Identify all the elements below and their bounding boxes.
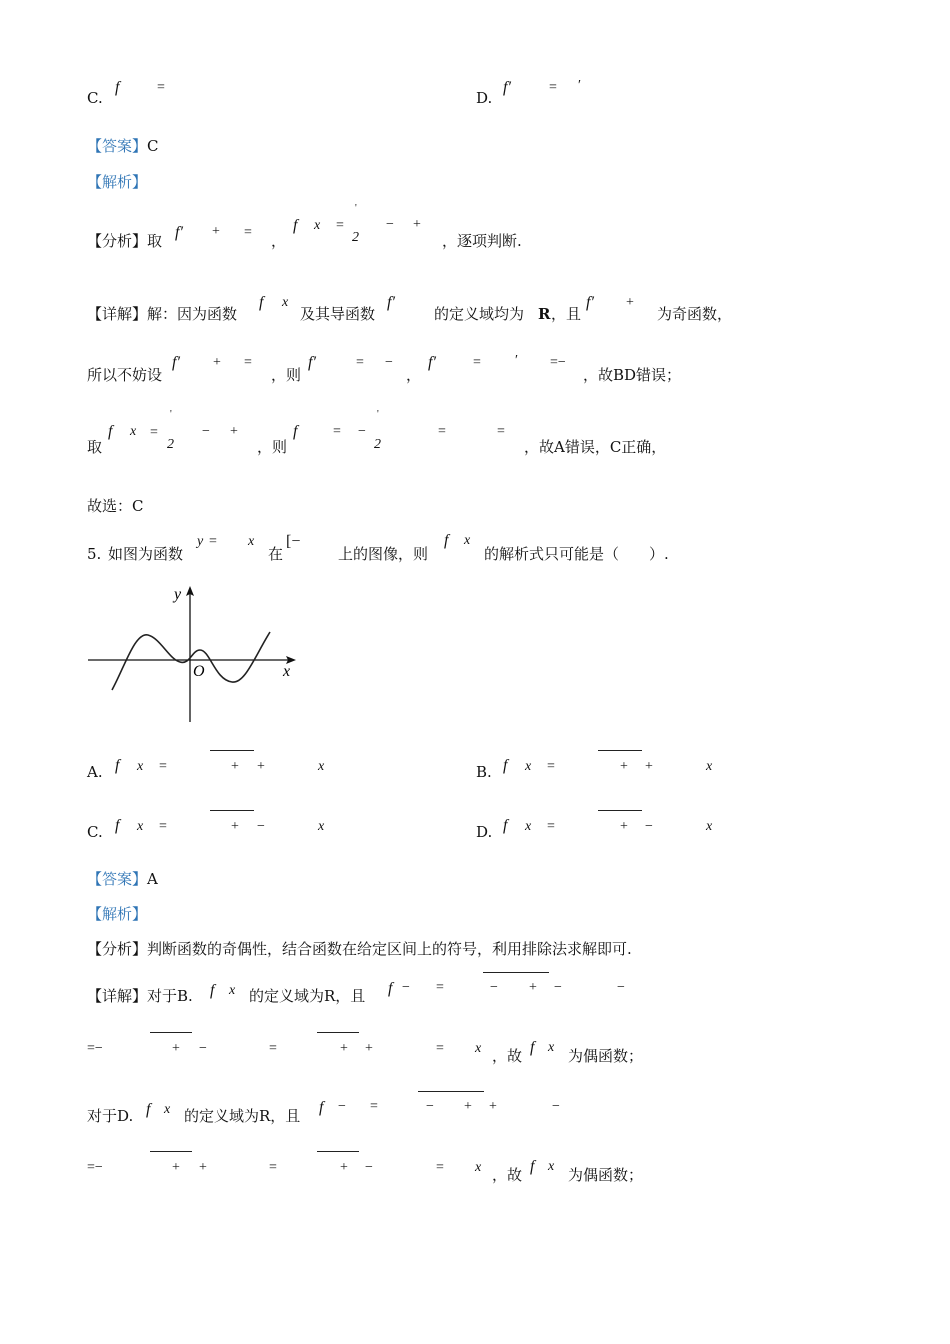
- b2-m10: x: [548, 1040, 555, 1055]
- answer-tag: 【答案】: [87, 870, 148, 888]
- b1-text-a: 对于B.: [147, 987, 193, 1005]
- prev-option-c-label: C.: [87, 89, 103, 107]
- q5-stem-m5: f: [444, 532, 449, 549]
- q5-option-b-sqrt-bar: [598, 750, 642, 751]
- d2-text-a: ，故: [492, 1166, 523, 1184]
- d1-sqrt-bar: [418, 1091, 484, 1092]
- xj3-m9: −: [358, 424, 366, 439]
- d2-m9: f: [530, 1158, 535, 1175]
- xj3-text-a: 取: [87, 438, 103, 456]
- q5-option-d-sqrt-bar: [598, 810, 642, 811]
- xj1-text-d: ，且: [551, 305, 582, 323]
- q4-xiangjie-line1: [87, 304, 237, 324]
- xj3-m12: =: [497, 424, 505, 439]
- q4-answer-line: [87, 136, 159, 156]
- xj2-m2: +: [213, 355, 221, 370]
- q5-option-c-label: C.: [87, 823, 103, 841]
- q5-option-d-f: f: [503, 817, 508, 834]
- d2-m10: x: [548, 1159, 555, 1174]
- xj2-text-c: ，: [406, 366, 422, 384]
- d2-sqrt-bar-1: [150, 1151, 192, 1152]
- xj1-m1: f: [259, 294, 264, 311]
- b1-sqrt-bar: [483, 972, 549, 973]
- q5-option-b-sign2: +: [645, 759, 653, 774]
- xj2-m4: f′: [308, 354, 316, 371]
- b2-m1: =−: [87, 1041, 103, 1056]
- q5-option-a-sign2: +: [257, 759, 265, 774]
- b2-m5: +: [340, 1041, 348, 1056]
- d1-m1: f: [146, 1101, 151, 1118]
- q5-stem-m4: [−: [286, 533, 301, 550]
- b1-m2: x: [229, 983, 236, 998]
- fenxi-text-a: 取: [147, 232, 163, 250]
- b2-m7: =: [436, 1041, 444, 1056]
- fenxi-tag: 【分析】: [87, 232, 148, 250]
- q5-option-d-sign1: +: [620, 819, 628, 834]
- d2-m1: =−: [87, 1160, 103, 1175]
- xj1-m4: f′: [586, 294, 594, 311]
- d2-m7: =: [436, 1160, 444, 1175]
- xj3-m6: +: [230, 424, 238, 439]
- b2-m9: f: [530, 1039, 535, 1056]
- q5-stem-m2: =: [209, 534, 217, 549]
- q5-option-a-eq: =: [159, 759, 167, 774]
- q5-option-a-label: A.: [87, 763, 103, 781]
- b2-sqrt-bar-2: [317, 1032, 359, 1033]
- b2-m4: =: [269, 1041, 277, 1056]
- q5-option-c-x2: x: [318, 819, 325, 834]
- b1-m3: f: [388, 980, 393, 997]
- y-axis-label: y: [174, 586, 182, 603]
- q4-fenxi-comma: ，: [271, 232, 287, 250]
- xj1-m2: x: [282, 295, 289, 310]
- b1-text-b: 的定义域为R，且: [249, 987, 366, 1005]
- q5-option-c-f: f: [115, 817, 120, 834]
- q5-option-b-f: f: [503, 757, 508, 774]
- xj3-m11: =: [438, 424, 446, 439]
- b1-m5: =: [436, 980, 444, 995]
- b2-m2: +: [172, 1041, 180, 1056]
- d1-text-a: 对于D.: [87, 1107, 134, 1125]
- q4-fenxi-m5: x: [314, 218, 321, 233]
- origin-label: O: [193, 663, 205, 680]
- q4-fenxi-m2: +: [212, 224, 220, 239]
- xj3-text-c: ，故A错误，C正确，: [524, 438, 667, 456]
- b1-m8: −: [554, 980, 562, 995]
- q4-fenxi-m1: f′: [175, 224, 183, 241]
- q5-option-a-x: x: [137, 759, 144, 774]
- x-axis-label: x: [283, 663, 291, 680]
- xj2-m7: f′: [428, 354, 436, 371]
- q5-number: 5.: [87, 545, 102, 563]
- q4-analysis-tag: 【解析】: [87, 173, 148, 191]
- b2-m3: −: [199, 1041, 207, 1056]
- q5-option-c-sqrt-bar: [210, 810, 254, 811]
- xj3-m1: f: [108, 423, 113, 440]
- b1-m4: −: [402, 980, 410, 995]
- d2-m4: =: [269, 1160, 277, 1175]
- q5-option-d-x2: x: [706, 819, 713, 834]
- q5-option-b-eq: =: [547, 759, 555, 774]
- q5-option-a-sign1: +: [231, 759, 239, 774]
- q5-option-b-label: B.: [476, 763, 492, 781]
- q5-stem-m1: y: [197, 534, 204, 549]
- q5-option-d-x: x: [525, 819, 532, 834]
- xiangjie-tag: 【详解】: [87, 987, 148, 1005]
- fenxi-text: 判断函数的奇偶性，结合函数在给定区间上的符号，利用排除法求解即可.: [147, 940, 632, 958]
- prev-option-d-fprime: f′: [503, 79, 511, 96]
- xj3-m8: =: [333, 424, 341, 439]
- xiangjie-tag: 【详解】: [87, 305, 148, 323]
- xj3-m5: −: [202, 424, 210, 439]
- function-curve: [112, 632, 270, 690]
- xj2-m1: f′: [172, 354, 180, 371]
- q5-option-c-x: x: [137, 819, 144, 834]
- q4-fenxi-m7: 2: [352, 230, 359, 245]
- q4-fenxi-frac-top: ': [355, 203, 357, 214]
- xj2-text-a: 所以不妨设: [87, 366, 163, 384]
- prev-option-d-eq: =: [549, 80, 557, 95]
- q5-option-d-eq: =: [547, 819, 555, 834]
- xj3-frac-top1: ': [170, 409, 172, 420]
- q5-stem-a: 如图为函数: [108, 545, 184, 563]
- function-graph: [80, 580, 310, 730]
- q4-fenxi-m3: =: [244, 225, 252, 240]
- answer-value: C: [147, 137, 159, 155]
- xj3-text-b: ，则: [257, 438, 288, 456]
- xj2-text-b: ，则: [271, 366, 302, 384]
- d2-m6: −: [365, 1160, 373, 1175]
- q5-option-b-x: x: [525, 759, 532, 774]
- d1-m8: +: [489, 1099, 497, 1114]
- xj2-m5: =: [356, 355, 364, 370]
- d1-m5: =: [370, 1099, 378, 1114]
- xj2-m10: =−: [550, 355, 566, 370]
- xj3-m3: =: [150, 425, 158, 440]
- b2-text-b: 为偶函数；: [568, 1047, 644, 1065]
- q5-stem-b: 在: [268, 545, 284, 563]
- q4-fenxi-m9: +: [413, 217, 421, 232]
- q4-fenxi-m8: −: [386, 217, 394, 232]
- q5-option-b-x2: x: [706, 759, 713, 774]
- b1-m6: −: [490, 980, 498, 995]
- xj2-m6: −: [385, 355, 393, 370]
- q5-option-a-x2: x: [318, 759, 325, 774]
- xj1-text-b: 及其导函数: [300, 305, 376, 323]
- q4-choose: 故选：C: [87, 497, 144, 515]
- q5-stem-c: 上的图像，则: [338, 545, 429, 563]
- q4-fenxi-m4: f: [293, 217, 298, 234]
- xj2-m9: ′: [515, 353, 519, 368]
- b1-m7: +: [529, 980, 537, 995]
- prev-option-d-prime: ′: [578, 78, 582, 93]
- q5-stem-d: 的解析式只可能是（ ）.: [484, 545, 669, 563]
- q5-option-c-sign1: +: [231, 819, 239, 834]
- q5-option-d-sign2: −: [645, 819, 653, 834]
- d2-text-b: 为偶函数；: [568, 1166, 644, 1184]
- q4-fenxi-m6: =: [336, 218, 344, 233]
- q5-xiangjie-b-line1: [87, 986, 193, 1006]
- d1-text-b: 的定义域为R，且: [184, 1107, 301, 1125]
- d2-m8: x: [475, 1160, 482, 1175]
- d2-m2: +: [172, 1160, 180, 1175]
- xj2-text-d: ，故BD错误；: [583, 366, 682, 384]
- d1-m3: f: [319, 1099, 324, 1116]
- answer-value: A: [147, 870, 158, 888]
- d2-m3: +: [199, 1160, 207, 1175]
- xj1-text-e: 为奇函数，: [657, 305, 733, 323]
- b2-text-a: ，故: [492, 1047, 523, 1065]
- d1-m6: −: [426, 1099, 434, 1114]
- q4-fenxi-line: [87, 231, 162, 251]
- d2-m5: +: [340, 1160, 348, 1175]
- xj1-text-a: 解：因为函数: [147, 305, 238, 323]
- prev-option-c-eq: =: [157, 80, 165, 95]
- xj1-m5: +: [626, 295, 634, 310]
- d1-m2: x: [164, 1102, 171, 1117]
- q5-option-b-sign1: +: [620, 759, 628, 774]
- q5-option-d-label: D.: [476, 823, 493, 841]
- q5-analysis-tag: 【解析】: [87, 905, 148, 923]
- q5-option-c-eq: =: [159, 819, 167, 834]
- xj3-m7: f: [293, 423, 298, 440]
- xj3-m4: 2: [167, 437, 174, 452]
- q5-stem-m3: x: [248, 534, 255, 549]
- d1-m9: −: [552, 1099, 560, 1114]
- q5-option-c-sign2: −: [257, 819, 265, 834]
- d1-m4: −: [338, 1099, 346, 1114]
- xj3-m2: x: [130, 424, 137, 439]
- prev-option-d-label: D.: [476, 89, 493, 107]
- b2-m6: +: [365, 1041, 373, 1056]
- d1-m7: +: [464, 1099, 472, 1114]
- xj1-text-c: 的定义域均为: [434, 305, 525, 323]
- xj3-m10: 2: [374, 437, 381, 452]
- xj2-m8: =: [473, 355, 481, 370]
- xj3-frac-top2: ': [377, 409, 379, 420]
- q4-fenxi-tail: ，逐项判断.: [442, 232, 522, 250]
- q5-fenxi-line: [87, 939, 632, 959]
- xj1-R: R: [538, 305, 551, 323]
- b1-m9: −: [617, 980, 625, 995]
- b2-m8: x: [475, 1041, 482, 1056]
- q5-option-a-f: f: [115, 757, 120, 774]
- prev-option-c-f: f: [115, 79, 120, 96]
- b2-sqrt-bar-1: [150, 1032, 192, 1033]
- q5-stem-m6: x: [464, 533, 471, 548]
- q5-answer-line: [87, 869, 158, 889]
- d2-sqrt-bar-2: [317, 1151, 359, 1152]
- b1-m1: f: [210, 982, 215, 999]
- xj1-m3: f′: [387, 294, 395, 311]
- fenxi-tag: 【分析】: [87, 940, 148, 958]
- answer-tag: 【答案】: [87, 137, 148, 155]
- q5-option-a-sqrt-bar: [210, 750, 254, 751]
- xj2-m3: =: [244, 355, 252, 370]
